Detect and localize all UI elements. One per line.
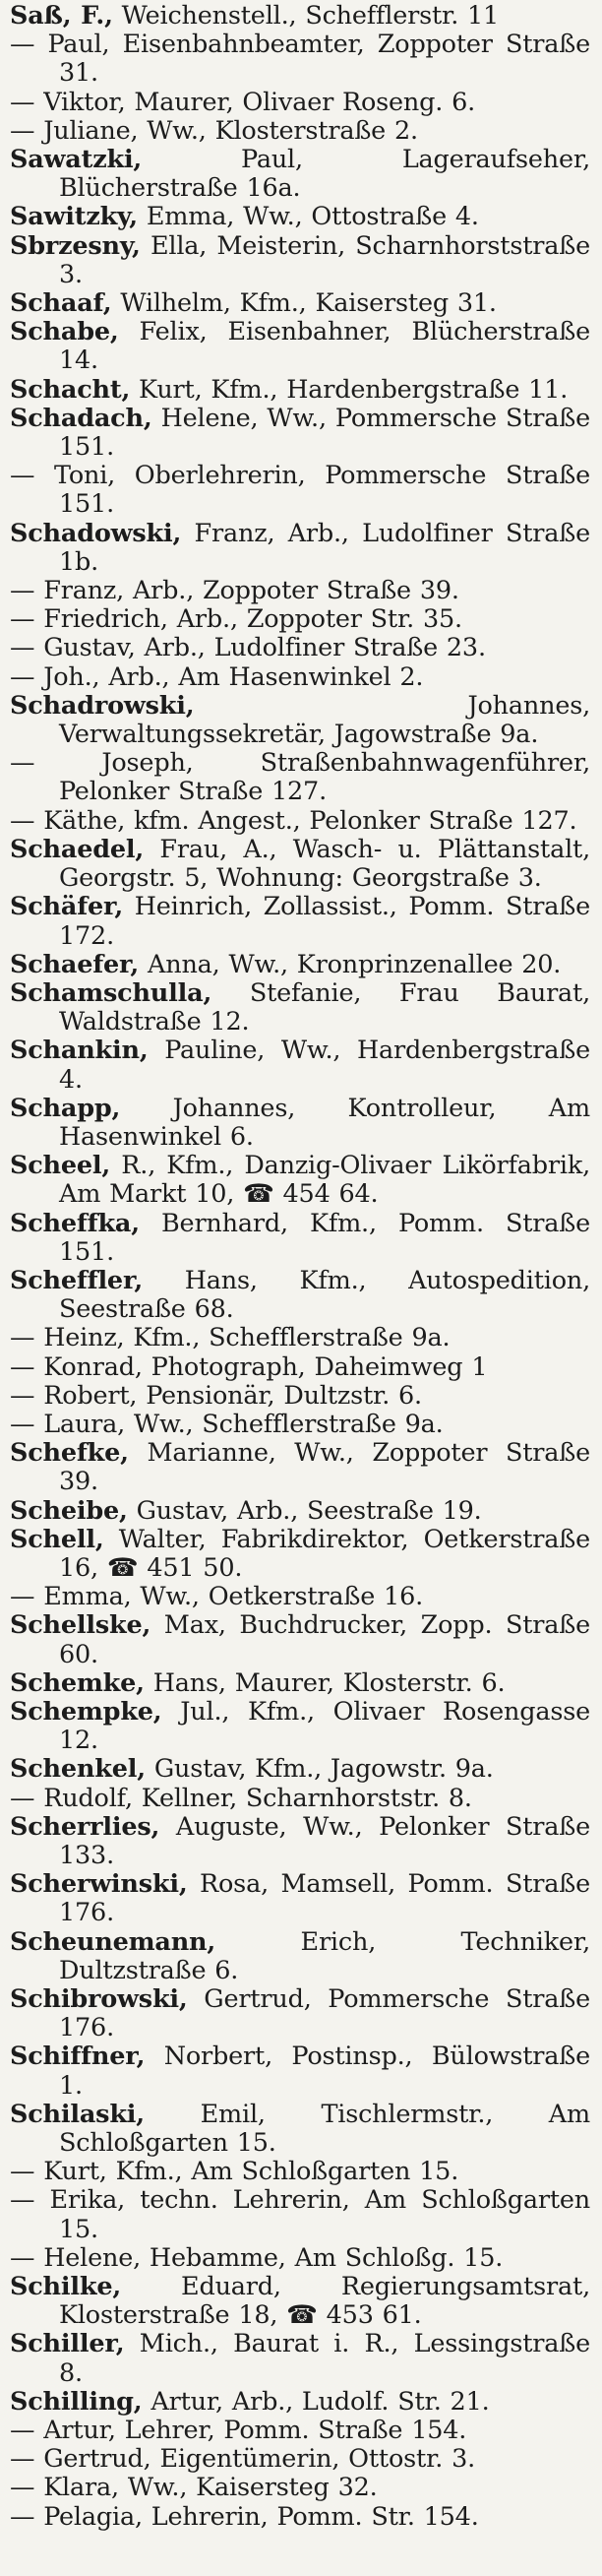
entry-surname: Schadowski, <box>10 518 182 548</box>
entry-details: — Friedrich, Arb., Zoppoter Str. 35. <box>10 604 462 635</box>
entry-details: Wilhelm, Kfm., Kaisersteg 31. <box>120 288 497 319</box>
directory-entry <box>10 2330 590 2387</box>
directory-entry <box>10 2244 590 2273</box>
entry-details: — Kurt, Kfm., Am Schloßgarten 15. <box>10 2157 459 2187</box>
entry-surname: Schibrowski, <box>10 1984 188 2015</box>
directory-entry <box>10 1813 590 1870</box>
directory-entry <box>10 2474 590 2502</box>
entry-surname: Schempke, <box>10 1696 162 1727</box>
directory-entry <box>10 1152 590 1209</box>
directory-entry <box>10 634 590 662</box>
entry-details: Emil, Tischlermstr., Am Schloßgarten 15. <box>59 2099 590 2159</box>
directory-entry <box>10 1583 590 1611</box>
entry-details: Stefanie, Frau Baurat, Waldstraße 12. <box>59 977 591 1037</box>
entry-surname: Scheel, <box>10 1151 111 1181</box>
entry-details: — Helene, Hebamme, Am Schloßg. 15. <box>10 2242 504 2273</box>
directory-entry <box>10 2388 590 2417</box>
directory-entry <box>10 1353 590 1382</box>
entry-details: — Emma, Ww., Oetkerstraße 16. <box>10 1582 424 1612</box>
entry-surname: Scherwinski, <box>10 1869 188 1900</box>
entry-surname: Schabe, <box>10 317 119 347</box>
entry-details: Auguste, Ww., Pelonker Straße 133. <box>59 1811 591 1870</box>
entry-details: Johannes, Verwaltungssekretär, Jagowstraße 9a. <box>59 690 590 750</box>
directory-entry <box>10 2 590 31</box>
directory-entry <box>10 1037 590 1094</box>
directory-entry <box>10 376 590 405</box>
entry-details: Mich., Baurat i. R., Lessingstraße 8. <box>59 2329 591 2388</box>
entry-details: R., Kfm., Danzig-Olivaer Likörfabrik, Am Markt 10, ☎ 454 64. <box>59 1151 590 1210</box>
entry-details: — Konrad, Photograph, Daheimweg 1 <box>10 1351 488 1382</box>
directory-entry <box>10 1611 590 1668</box>
directory-entry <box>10 2186 590 2243</box>
directory-entry <box>10 893 590 950</box>
directory-entry <box>10 2158 590 2186</box>
entry-details: Ella, Meisterin, Scharnhorststraße 3. <box>59 230 590 289</box>
entry-surname: Schellske, <box>10 1610 151 1641</box>
entry-surname: Schefke, <box>10 1438 129 1469</box>
directory-entry <box>10 1210 590 1267</box>
entry-details: — Joh., Arb., Am Hasenwinkel 2. <box>10 661 424 692</box>
directory-entry-list <box>10 2 590 2532</box>
entry-details: Pauline, Ww., Hardenbergstraße 4. <box>59 1036 591 1095</box>
entry-details: Kurt, Kfm., Hardenbergstraße 11. <box>139 374 569 405</box>
entry-details: Gustav, Kfm., Jagowstr. 9a. <box>153 1754 494 1785</box>
entry-surname: Schadrowski, <box>10 690 195 721</box>
entry-surname: Scheunemann, <box>10 1926 216 1957</box>
directory-entry <box>10 1669 590 1698</box>
directory-entry <box>10 2273 590 2330</box>
entry-details: Franz, Arb., Ludolfiner Straße 1b. <box>59 518 590 577</box>
directory-entry <box>10 807 590 836</box>
directory-entry <box>10 1985 590 2042</box>
entry-details: — Laura, Ww., Schefflerstraße 9a. <box>10 1409 444 1439</box>
entry-details: Norbert, Postinsp., Bülowstraße 1. <box>59 2042 591 2101</box>
entry-details: — Erika, techn. Lehrerin, Am Schloßgarten 15. <box>10 2185 590 2244</box>
directory-entry <box>10 749 590 806</box>
entry-surname: Schell, <box>10 1524 104 1554</box>
entry-surname: Schemke, <box>10 1667 145 1698</box>
directory-entry <box>10 663 590 692</box>
entry-surname: Schadach, <box>10 403 152 433</box>
entry-details: Max, Buchdrucker, Zopp. Straße 60. <box>59 1610 591 1669</box>
directory-entry <box>10 289 590 318</box>
entry-details: Frau, A., Wasch- u. Plättanstalt, Georgstr. 5, Wohnung: Georgstraße 3. <box>59 834 590 894</box>
entry-details: — Heinz, Kfm., Schefflerstraße 9a. <box>10 1323 451 1353</box>
entry-details: Marianne, Ww., Zoppoter Straße 39. <box>59 1438 591 1497</box>
directory-entry <box>10 203 590 231</box>
directory-entry <box>10 89 590 117</box>
entry-surname: Schapp, <box>10 1093 121 1123</box>
entry-surname: Schankin, <box>10 1036 149 1066</box>
directory-entry <box>10 146 590 203</box>
entry-details: Weichenstell., Schefflerstr. 11 <box>121 1 500 31</box>
entry-surname: Schacht, <box>10 374 131 405</box>
directory-entry <box>10 2503 590 2532</box>
entry-details: — Klara, Ww., Kaisersteg 32. <box>10 2473 378 2503</box>
entry-surname: Schaefer, <box>10 949 140 979</box>
entry-details: Jul., Kfm., Olivaer Rosengasse 12. <box>59 1696 591 1756</box>
entry-surname: Schiller, <box>10 2329 125 2359</box>
entry-details: Eduard, Regierungsamtsrat, Klosterstraße 18, ☎ 453 61. <box>59 2272 591 2331</box>
entry-details: Emma, Ww., Ottostraße 4. <box>146 202 479 232</box>
directory-entry <box>10 117 590 146</box>
entry-surname: Saß, F., <box>10 1 113 31</box>
directory-entry <box>10 2101 590 2158</box>
entry-surname: Sawatzki, <box>10 145 143 175</box>
directory-entry <box>10 2445 590 2474</box>
directory-entry <box>10 405 590 462</box>
entry-surname: Schaedel, <box>10 834 145 864</box>
entry-details: — Toni, Oberlehrerin, Pommersche Straße 151. <box>10 461 590 520</box>
directory-entry <box>10 1411 590 1439</box>
entry-surname: Schäfer, <box>10 892 124 922</box>
entry-surname: Scheffler, <box>10 1265 144 1295</box>
entry-details: — Rudolf, Kellner, Scharnhorststr. 8. <box>10 1783 472 1813</box>
directory-entry <box>10 2417 590 2445</box>
entry-details: — Artur, Lehrer, Pomm. Straße 154. <box>10 2416 467 2446</box>
entry-details: Hans, Kfm., Autospedition, Seestraße 68. <box>59 1265 590 1325</box>
directory-entry <box>10 2042 590 2100</box>
entry-details: — Paul, Eisenbahnbeamter, Zoppoter Straße 31. <box>10 30 590 89</box>
entry-details: Anna, Ww., Kronprinzenallee 20. <box>148 949 562 979</box>
directory-entry <box>10 31 590 88</box>
entry-details: Paul, Lageraufseher, Blücherstraße 16a. <box>59 145 591 204</box>
directory-entry <box>10 1324 590 1352</box>
entry-surname: Schiffner, <box>10 2042 146 2072</box>
directory-entry <box>10 1755 590 1784</box>
directory-entry <box>10 951 590 979</box>
entry-details: — Pelagia, Lehrerin, Pomm. Str. 154. <box>10 2501 479 2532</box>
directory-entry <box>10 1095 590 1152</box>
entry-surname: Schilling, <box>10 2386 143 2417</box>
directory-entry <box>10 462 590 519</box>
entry-surname: Schenkel, <box>10 1754 146 1785</box>
directory-entry <box>10 1382 590 1411</box>
entry-details: Heinrich, Zollassist., Pomm. Straße 172. <box>59 892 591 951</box>
directory-entry <box>10 232 590 289</box>
directory-entry <box>10 1439 590 1496</box>
entry-details: Johannes, Kontrolleur, Am Hasenwinkel 6. <box>59 1093 590 1152</box>
entry-surname: Scherrlies, <box>10 1811 160 1842</box>
entry-surname: Scheffka, <box>10 1208 140 1238</box>
entry-details: Bernhard, Kfm., Pomm. Straße 151. <box>59 1208 591 1267</box>
directory-entry <box>10 1785 590 1813</box>
entry-details: — Viktor, Maurer, Olivaer Roseng. 6. <box>10 87 476 117</box>
directory-entry <box>10 1698 590 1755</box>
entry-details: — Joseph, Straßenbahnwagenführer, Pelonker Straße 127. <box>10 748 590 807</box>
directory-entry <box>10 692 590 749</box>
directory-entry <box>10 1526 590 1583</box>
entry-details: Artur, Arb., Ludolf. Str. 21. <box>150 2386 490 2417</box>
entry-details: Rosa, Mamsell, Pomm. Straße 176. <box>59 1869 590 1928</box>
entry-surname: Sawitzky, <box>10 202 138 232</box>
entry-details: — Gertrud, Eigentümerin, Ottostr. 3. <box>10 2444 475 2475</box>
entry-details: Gertrud, Pommersche Straße 176. <box>59 1984 591 2043</box>
entry-surname: Schamschulla, <box>10 977 212 1008</box>
directory-entry <box>10 1928 590 1985</box>
directory-entry <box>10 577 590 605</box>
directory-entry <box>10 1870 590 1927</box>
directory-entry <box>10 979 590 1037</box>
directory-entry <box>10 605 590 634</box>
entry-surname: Schilke, <box>10 2272 122 2302</box>
entry-surname: Sbrzesny, <box>10 230 141 261</box>
entry-details: Felix, Eisenbahner, Blücherstraße 14. <box>59 317 591 376</box>
entry-details: — Gustav, Arb., Ludolfiner Straße 23. <box>10 633 486 663</box>
directory-entry <box>10 1267 590 1324</box>
entry-details: — Robert, Pensionär, Dultzstr. 6. <box>10 1380 422 1411</box>
entry-details: Hans, Maurer, Klosterstr. 6. <box>152 1667 506 1698</box>
entry-details: Gustav, Arb., Seestraße 19. <box>136 1495 482 1526</box>
entry-details: — Franz, Arb., Zoppoter Straße 39. <box>10 576 459 606</box>
directory-entry <box>10 836 590 893</box>
directory-entry <box>10 520 590 577</box>
entry-details: Erich, Techniker, Dultzstraße 6. <box>59 1926 590 1985</box>
entry-surname: Schaaf, <box>10 288 112 319</box>
entry-details: — Käthe, kfm. Angest., Pelonker Straße 127. <box>10 805 577 836</box>
entry-details: Walter, Fabrikdirektor, Oetkerstraße 16, ☎ 451 50. <box>59 1524 590 1583</box>
entry-details: — Juliane, Ww., Klosterstraße 2. <box>10 115 418 146</box>
entry-details: Helene, Ww., Pommersche Straße 151. <box>59 403 591 463</box>
directory-entry <box>10 1497 590 1526</box>
directory-entry <box>10 318 590 375</box>
entry-surname: Schilaski, <box>10 2099 145 2129</box>
entry-surname: Scheibe, <box>10 1495 128 1526</box>
